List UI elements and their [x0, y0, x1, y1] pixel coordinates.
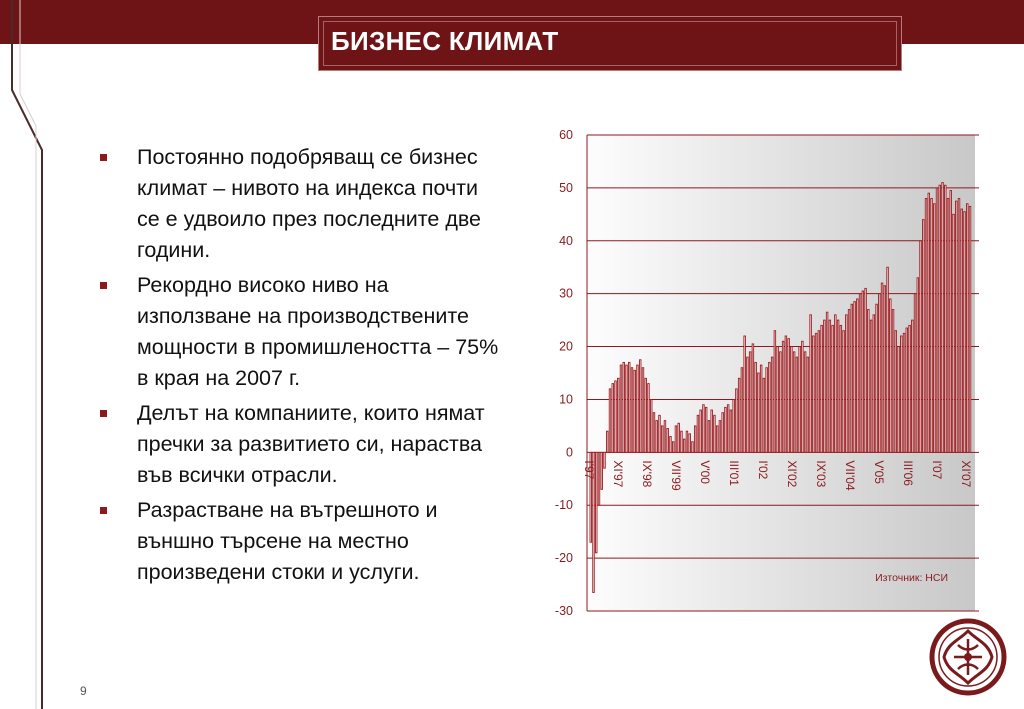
bar	[857, 299, 859, 452]
bar	[722, 413, 724, 453]
x-tick-label: XI'97	[610, 460, 625, 488]
bar	[824, 320, 826, 452]
bar	[923, 220, 925, 453]
x-tick-label: XI'07	[958, 460, 973, 488]
bar	[829, 320, 831, 452]
y-tick-label: 0	[566, 445, 573, 460]
bar	[931, 198, 933, 452]
bar	[956, 201, 958, 452]
bar	[763, 378, 765, 452]
title-box	[318, 16, 902, 71]
bar	[813, 336, 815, 452]
bar	[788, 339, 790, 453]
bar	[653, 413, 655, 453]
bar	[909, 325, 911, 452]
bar	[953, 214, 955, 452]
bar	[642, 368, 644, 453]
bar	[898, 347, 900, 453]
bar	[719, 421, 721, 453]
bar	[661, 426, 663, 452]
bar	[846, 315, 848, 453]
bar	[727, 405, 729, 453]
bar	[725, 407, 727, 452]
y-tick-label: 50	[559, 180, 573, 195]
bar	[920, 241, 922, 453]
bar	[771, 357, 773, 452]
bar	[683, 439, 685, 452]
bar	[865, 288, 867, 452]
bar	[804, 352, 806, 452]
bar	[672, 442, 674, 453]
bar	[945, 185, 947, 452]
bar	[873, 315, 875, 453]
bar	[628, 362, 630, 452]
bar	[678, 423, 680, 452]
y-tick-label: 40	[559, 233, 573, 248]
x-tick-label: VII'99	[668, 460, 683, 491]
bar	[958, 198, 960, 452]
bar	[730, 410, 732, 452]
bar	[887, 267, 889, 452]
bar	[782, 341, 784, 452]
bar	[810, 315, 812, 453]
bar	[659, 415, 661, 452]
bar	[766, 368, 768, 453]
bar	[747, 357, 749, 452]
bar	[859, 294, 861, 453]
bar	[815, 333, 817, 452]
bar	[708, 421, 710, 453]
bar	[821, 325, 823, 452]
business-climate-chart	[540, 125, 980, 625]
y-tick-label: -10	[554, 498, 573, 513]
bar	[697, 415, 699, 452]
bullet-square-icon	[100, 410, 107, 417]
bar	[626, 365, 628, 452]
bar	[835, 315, 837, 453]
bar	[837, 320, 839, 452]
bar	[700, 410, 702, 452]
bar	[675, 426, 677, 452]
bar	[939, 185, 941, 452]
x-tick-label: III'06	[900, 460, 915, 486]
bar	[637, 365, 639, 452]
bar	[967, 204, 969, 453]
emblem-logo	[928, 617, 1008, 697]
bar	[942, 183, 944, 453]
bar	[648, 384, 650, 453]
bar	[664, 421, 666, 453]
y-tick-label: 20	[559, 339, 573, 354]
bar	[802, 341, 804, 452]
x-tick-label: IX'03	[813, 460, 828, 488]
x-tick-label: I'02	[755, 460, 770, 480]
bar	[670, 436, 672, 452]
bar	[692, 442, 694, 453]
bar	[736, 389, 738, 452]
bullet-square-icon	[100, 154, 107, 161]
bar	[606, 431, 608, 452]
bullet-text: Рекордно високо ниво на използване на производствените мощности в промишлеността – 75% в края на 2007 г.	[137, 273, 499, 390]
bar	[851, 304, 853, 452]
x-tick-label: I'07	[929, 460, 944, 480]
bar	[796, 357, 798, 452]
bullet-item	[100, 270, 500, 394]
bar	[848, 310, 850, 453]
bullet-text: Постоянно подобряващ се бизнес климат – нивото на индекса почти се е удвоило през последните две години.	[137, 145, 481, 262]
x-tick-label: VII'04	[842, 460, 857, 491]
slide-title: БИЗНЕС КЛИМАТ	[331, 26, 559, 56]
bar	[634, 370, 636, 452]
x-tick-label: I'97	[581, 460, 596, 480]
bar	[879, 294, 881, 453]
bullet-text: Делът на компаниите, които нямат пречки за развитието си, нараства във всички отрасли.	[137, 401, 485, 487]
bar	[881, 283, 883, 452]
bar	[738, 378, 740, 452]
bar	[868, 310, 870, 453]
page-number: 9	[80, 684, 87, 698]
bar	[862, 291, 864, 452]
bullet-square-icon	[100, 282, 107, 289]
bar	[928, 193, 930, 452]
bar	[752, 344, 754, 452]
bar	[843, 331, 845, 453]
bar	[917, 278, 919, 453]
bar	[791, 347, 793, 453]
bar	[780, 352, 782, 452]
bullet-square-icon	[100, 507, 107, 514]
bar	[961, 209, 963, 452]
bar	[760, 365, 762, 452]
bar	[686, 431, 688, 452]
bar	[890, 299, 892, 452]
bar	[601, 452, 603, 489]
bar	[711, 410, 713, 452]
decorative-lines	[0, 0, 60, 709]
bar	[620, 365, 622, 452]
source-note: Източник: НСИ	[875, 572, 948, 584]
bar	[631, 368, 633, 453]
bar	[615, 381, 617, 452]
bullet-item	[100, 398, 500, 491]
bar	[826, 312, 828, 452]
bullet-item	[100, 142, 500, 266]
bar	[744, 336, 746, 452]
bar	[793, 352, 795, 452]
bar	[884, 286, 886, 453]
bar	[774, 331, 776, 453]
bullet-text: Разрастване на вътрешното и външно търсене на местно произведени стоки и услуги.	[137, 498, 438, 584]
bar	[681, 431, 683, 452]
bar	[705, 407, 707, 452]
bar	[667, 429, 669, 453]
bar	[650, 399, 652, 452]
bar	[604, 452, 606, 468]
bar	[892, 310, 894, 453]
bar	[934, 204, 936, 453]
bar	[598, 452, 600, 505]
x-tick-label: III'01	[726, 460, 741, 486]
bar	[689, 434, 691, 453]
bar	[895, 331, 897, 453]
bar	[617, 378, 619, 452]
bar	[623, 362, 625, 452]
y-axis-labels	[555, 128, 573, 618]
bullet-list	[100, 142, 500, 592]
bar	[703, 405, 705, 453]
bar	[906, 328, 908, 452]
bar	[914, 294, 916, 453]
bar	[769, 362, 771, 452]
bullet-item	[100, 495, 500, 588]
x-tick-label: V'05	[871, 460, 886, 484]
bar	[818, 331, 820, 453]
bar	[903, 333, 905, 452]
bar	[799, 347, 801, 453]
bar	[645, 378, 647, 452]
bar	[936, 188, 938, 452]
bar	[807, 357, 809, 452]
bar	[912, 320, 914, 452]
bar	[741, 368, 743, 453]
bar	[749, 352, 751, 452]
x-tick-label: IX'98	[639, 460, 654, 488]
bar	[840, 325, 842, 452]
bar	[714, 415, 716, 452]
bar	[925, 198, 927, 452]
bar	[969, 206, 971, 452]
bar	[609, 389, 611, 452]
y-tick-label: 10	[559, 392, 573, 407]
bar	[785, 336, 787, 452]
bar	[876, 304, 878, 452]
bar	[656, 421, 658, 453]
x-tick-label: XI'02	[784, 460, 799, 488]
y-tick-label: -30	[554, 604, 573, 618]
bar	[755, 362, 757, 452]
y-tick-label: 60	[559, 128, 573, 142]
bar	[950, 191, 952, 453]
bar	[758, 373, 760, 452]
bar	[854, 302, 856, 453]
bar	[694, 426, 696, 452]
y-tick-label: 30	[559, 286, 573, 301]
bar	[612, 384, 614, 453]
bar	[832, 325, 834, 452]
bar	[777, 347, 779, 453]
bar	[639, 360, 641, 453]
bar	[733, 399, 735, 452]
bar	[947, 198, 949, 452]
y-tick-label: -20	[554, 551, 573, 566]
bar	[870, 320, 872, 452]
bar	[716, 426, 718, 452]
bar	[964, 212, 966, 453]
x-tick-label: V'00	[697, 460, 712, 484]
bar	[901, 336, 903, 452]
